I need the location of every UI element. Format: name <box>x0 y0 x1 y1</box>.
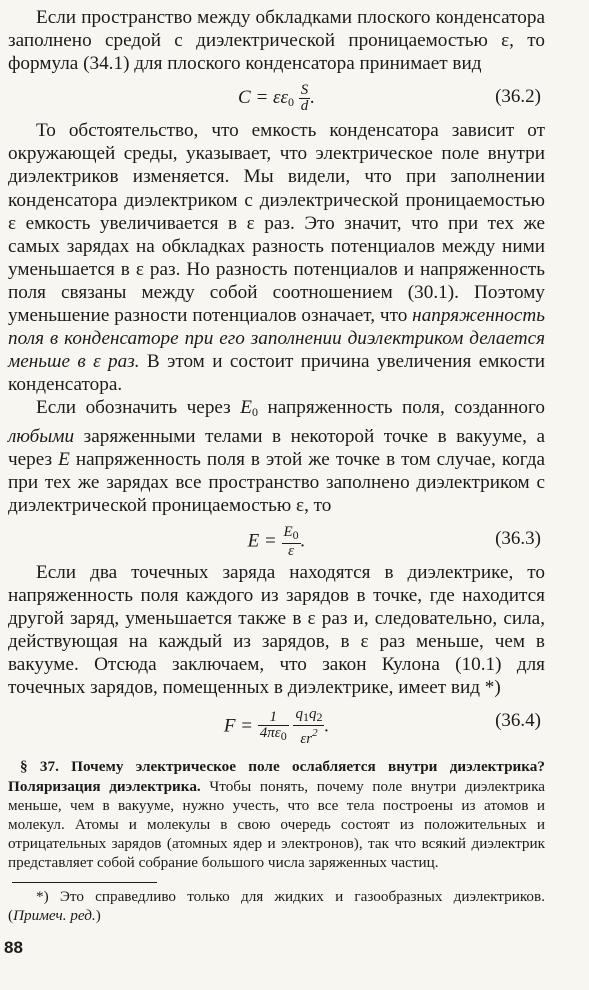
eq-36-3-fraction <box>282 525 301 559</box>
paragraph-1: Если пространство между обкладками плоского конденсатора заполнено средой с диэлектрической проницаемостью ε, то формула (34.1) для плоского конденсатора принимает вид <box>8 7 545 75</box>
footnote-close: ) <box>95 907 101 924</box>
eq-36-4-q1-sub: 1 <box>302 710 309 725</box>
eq-36-3-lhs: E = <box>247 530 282 552</box>
eq-36-3-num-sub: 0 <box>292 527 299 542</box>
eq-36-4-f2-denominator <box>293 726 324 747</box>
eq-36-3-num-symbol: E <box>283 523 293 540</box>
symbol-e0-sub: 0 <box>251 405 258 420</box>
eq-36-4-f1-den-text: 4πε <box>259 725 281 742</box>
footnote-divider <box>12 882 157 883</box>
paragraph-3-text-a: Если обозначить через <box>36 397 241 419</box>
paragraph-2 <box>8 119 545 396</box>
section-text: Чтобы понять, почему поле внутри диэлектрика меньше, чем в вакууме, нужно учесть, что все тела построены из атомов и молекул. Атомы и молекулы в свою очередь состоят из положительных и отрицательных зарядов (атомных ядер и электронов), так что всякий диэлектрик представляет собой собрание большого числа заряженных частиц. <box>8 777 545 871</box>
eq-36-4-fraction-2 <box>293 707 324 747</box>
section-title: § 37. Почему электрическое поле ослабляется внутри диэлектрика? Поляризация диэлектрика. <box>8 758 545 795</box>
equation-36-2-formula <box>8 83 545 114</box>
eq-36-4-q1: q <box>295 706 303 723</box>
eq-36-2-tail: . <box>310 87 315 109</box>
eq-36-4-f1-numerator: 1 <box>258 710 289 726</box>
paragraph-4: Если два точечных заряда находятся в диэлектрике, то напряженность поля каждого из зарядов в точке, где находится другой заряд, уменьшается также в ε раз и, следовательно, сила, действующая на каждый из зарядов, в ε раз меньше, чем в вакууме. Отсюда заключаем, что закон Кулона (10.1) для точечных зарядов, помещенных в диэлектрике, имеет вид *) <box>8 561 545 699</box>
eq-36-4-f1-denominator <box>258 726 289 744</box>
section-37 <box>8 757 545 872</box>
eq-36-4-tail: . <box>324 715 330 737</box>
equation-36-4 <box>8 699 545 748</box>
eq-36-4-f2-numerator <box>293 707 324 726</box>
paragraph-2-text-a: То обстоятельство, что емкость конденсатора зависит от окружающей среды, указывает, что электрическое поле внутри диэлектриков изменяется. Мы видели, что при заполнении конденсатора диэлектриком с диэлектрической проницаемостью ε емкость увеличивается в ε раз. Это значит, что при тех же самых зарядах на обкладках разность потенциалов между ними уменьшается в ε раз. Но разность потенциалов и напряженность поля связаны между собой соотношением (30.1). Поэтому уменьшение разности потенциалов означает, что <box>8 120 545 327</box>
symbol-e: E <box>58 448 70 470</box>
eq-36-4-q2: q <box>308 706 317 723</box>
eq-36-4-f1-den-sub: 0 <box>280 729 287 744</box>
eq-36-4-q2-sub: 2 <box>316 710 323 725</box>
eq-36-2-sub: 0 <box>287 95 294 110</box>
equation-36-2 <box>8 75 545 119</box>
paragraph-3-emphasis: любыми <box>8 425 75 447</box>
paragraph-3-text-d: напряженность поля в этой же точке в том случае, когда при тех же зарядах все пространство заполнено диэлектриком с диэлектрической проницаемостью ε, то <box>8 448 546 516</box>
equation-number: (36.3) <box>495 527 541 549</box>
eq-36-3-numerator <box>282 525 301 544</box>
footnote-editor-note: Примеч. ред. <box>13 907 96 924</box>
equation-number: (36.2) <box>495 86 541 108</box>
eq-36-4-f2-den-text: εr <box>300 731 313 748</box>
paragraph-2-emphasis: напряженность поля в конденсаторе при его заполнении диэлектриком делается меньше в ε раз. <box>8 305 545 373</box>
eq-36-4-fraction-1 <box>258 710 289 744</box>
eq-36-2-denominator: d <box>300 98 309 115</box>
eq-36-3-tail: . <box>300 530 306 552</box>
footnote <box>8 887 545 925</box>
symbol-e0: E <box>240 397 252 419</box>
eq-36-2-numerator: S <box>300 82 309 99</box>
eq-36-3-denominator: ε <box>288 542 295 559</box>
equation-36-4-formula <box>8 707 545 747</box>
page-number: 88 <box>4 938 23 957</box>
eq-36-2-fraction <box>299 83 311 114</box>
equation-36-3-formula <box>8 525 545 559</box>
eq-36-2-lhs: C = εε <box>238 87 288 109</box>
equation-number: (36.4) <box>495 710 541 732</box>
paragraph-3-text-c: заряженными телами в некоторой точке в вакууме, а через <box>8 425 545 470</box>
equation-36-3 <box>8 517 545 561</box>
paragraph-3-text-b: напряженность поля, созданного <box>257 397 545 419</box>
paragraph-2-text-b: В этом и состоит причина увеличения емкости конденсатора. <box>8 351 545 396</box>
footnote-text: *) Это справедливо только для жидких и газообразных диэлектриков. ( <box>8 888 545 924</box>
eq-36-4-lhs: F = <box>223 715 258 737</box>
paragraph-3 <box>8 396 545 516</box>
eq-36-4-f2-den-sup: 2 <box>312 727 318 740</box>
